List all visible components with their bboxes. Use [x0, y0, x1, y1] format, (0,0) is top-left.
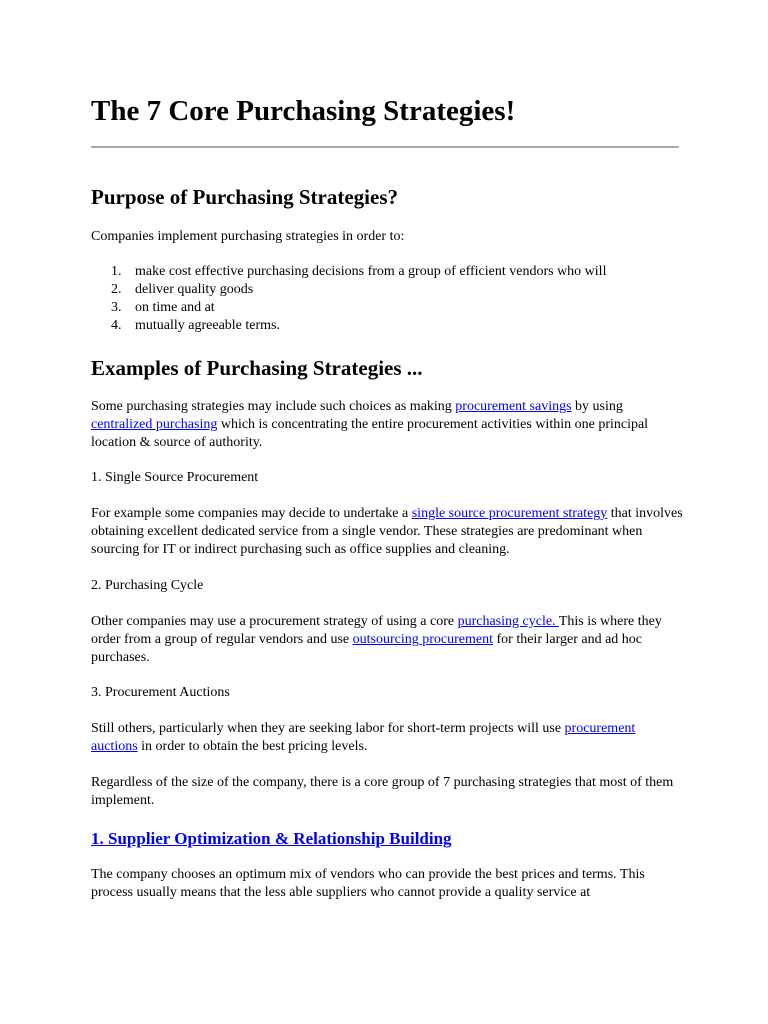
- paragraph-text: Still others, particularly when they are seeking labor for short-term projects will use: [91, 721, 565, 736]
- list-item: [91, 281, 606, 299]
- paragraph-text: Some purchasing strategies may include such choices as making: [91, 399, 456, 414]
- section-heading-supplier-optimization: [91, 828, 452, 850]
- examples-paragraph: [91, 398, 683, 452]
- list-item: [91, 299, 606, 317]
- link-supplier-optimization[interactable]: 1. Supplier Optimization & Relationship Building: [91, 829, 452, 848]
- paragraph-text: by using: [571, 399, 623, 414]
- link-outsourcing-procurement[interactable]: outsourcing procurement: [352, 632, 493, 647]
- subheading-single-source: 1. Single Source Procurement: [91, 470, 259, 485]
- list-item: [91, 317, 606, 335]
- subheading-procurement-auctions: 3. Procurement Auctions: [91, 685, 230, 700]
- list-item-text: mutually agreeable terms.: [135, 318, 280, 333]
- paragraph-text: which is concentrating the entire procurement activities within one principal location & source of authority.: [91, 417, 649, 450]
- list-item: [91, 263, 606, 281]
- paragraph-text: For example some companies may decide to undertake a: [91, 506, 412, 521]
- list-item-number: 1.: [111, 264, 122, 279]
- paragraph-text: This is where they order from a group of regular vendors and use: [91, 614, 662, 647]
- purpose-intro: Companies implement purchasing strategies in order to:: [91, 229, 405, 244]
- paragraph-text: for their larger and ad hoc purchases.: [91, 632, 643, 665]
- paragraph-text: Other companies may use a procurement strategy of using a core: [91, 614, 458, 629]
- link-procurement-auctions[interactable]: procurement auctions: [91, 721, 636, 754]
- title-divider: [91, 146, 679, 148]
- section-heading-purpose: Purpose of Purchasing Strategies?: [91, 185, 399, 209]
- procurement-auctions-paragraph: [91, 720, 683, 756]
- page-title: The 7 Core Purchasing Strategies!: [91, 95, 516, 127]
- list-item-number: 4.: [111, 318, 122, 333]
- paragraph-text: that involves obtaining excellent dedicated service from a single vendor. These strategies are predominant when sourcing for IT or indirect purchasing such as office supplies and cleaning.: [91, 506, 683, 557]
- list-item-number: 2.: [111, 282, 122, 297]
- list-item-text: on time and at: [135, 300, 215, 315]
- supplier-optimization-paragraph: The company chooses an optimum mix of vendors who can provide the best prices and terms. This process usually means that the less able suppliers who cannot provide a quality service at: [91, 867, 645, 900]
- list-item-number: 3.: [111, 300, 122, 315]
- list-item-text: deliver quality goods: [135, 282, 254, 297]
- section-heading-examples: Examples of Purchasing Strategies ...: [91, 356, 423, 380]
- purpose-list: [91, 263, 606, 335]
- paragraph-text: in order to obtain the best pricing levels.: [137, 739, 368, 754]
- link-single-source-procurement-strategy[interactable]: single source procurement strategy: [411, 506, 608, 521]
- link-procurement-savings[interactable]: procurement savings: [455, 399, 572, 414]
- subheading-purchasing-cycle: 2. Purchasing Cycle: [91, 578, 204, 593]
- link-centralized-purchasing[interactable]: centralized purchasing: [91, 417, 218, 432]
- list-item-text: make cost effective purchasing decisions from a group of efficient vendors who will: [135, 264, 607, 279]
- single-source-paragraph: [91, 505, 683, 559]
- purchasing-cycle-paragraph: [91, 613, 683, 667]
- link-purchasing-cycle[interactable]: purchasing cycle.: [457, 614, 559, 629]
- summary-paragraph: Regardless of the size of the company, there is a core group of 7 purchasing strategies that most of them implement.: [91, 775, 674, 808]
